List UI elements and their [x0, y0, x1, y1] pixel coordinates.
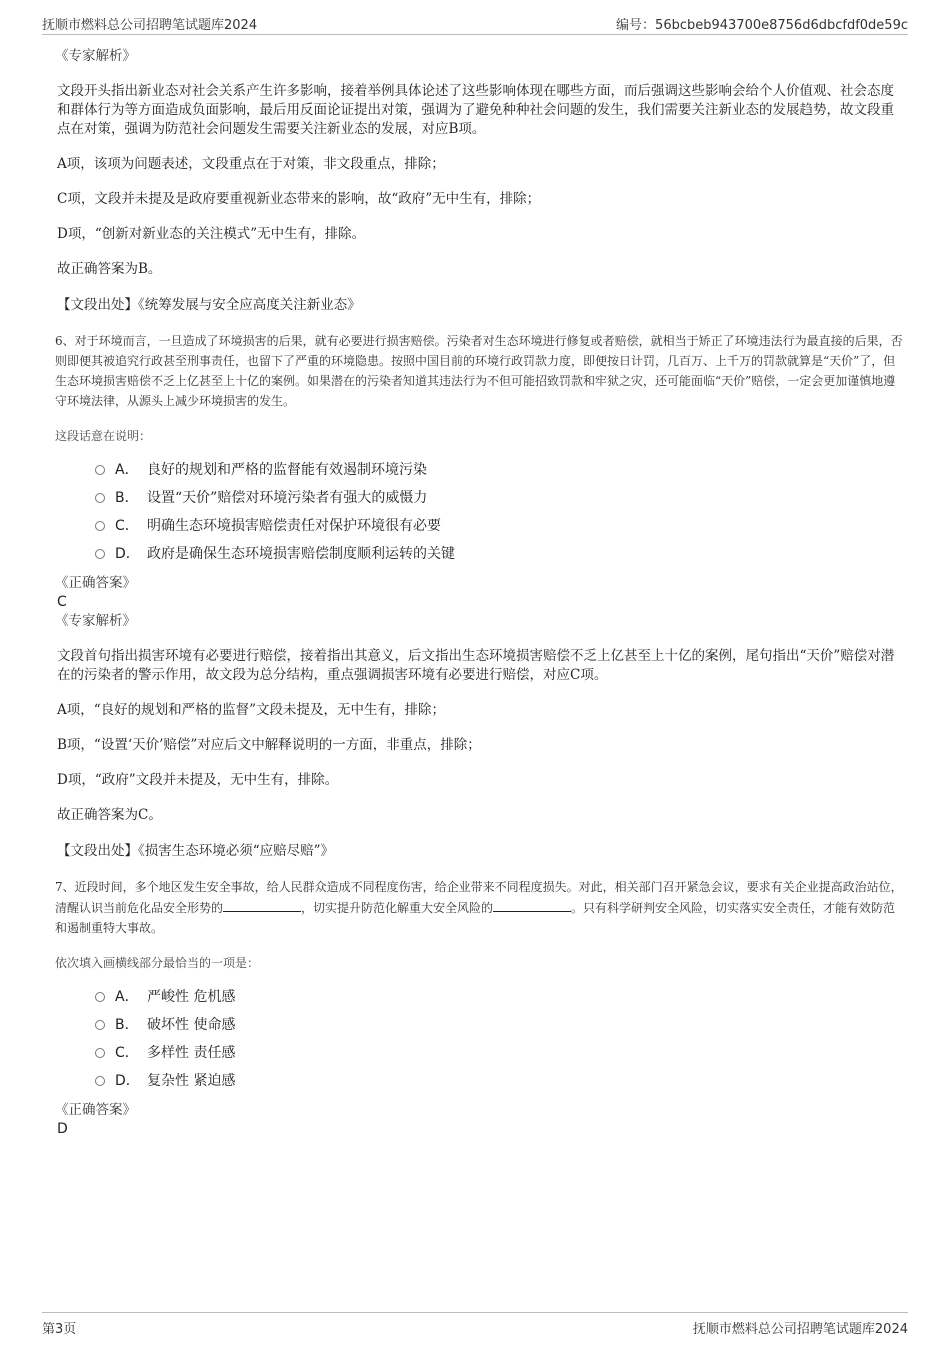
option-b[interactable]: B． 设置“天价”赔偿对环境污染者有强大的威慑力 — [95, 483, 903, 511]
radio-icon[interactable] — [95, 1020, 105, 1030]
expert-analysis-label: 《专家解析》 — [55, 613, 136, 629]
option-c[interactable]: C． 多样性 责任感 — [95, 1038, 903, 1066]
serial-value: 56bcbeb943700e8756d6dbcfdf0de59c — [655, 18, 908, 33]
question-7-stem: 7、近段时间，多个地区发生安全事故，给人民群众造成不同程度伤害，给企业带来不同程度损失。对此，相关部门召开紧急会议，要求有关企业提高政治站位，清醒认识当前危化品安全形势的 ，切实提升防范化解重大安全风险的 。只有科学研判安全风险，切实落实安全责任，才能有效防范和遏制重特大事故。 — [55, 880, 903, 935]
radio-icon[interactable] — [95, 549, 105, 559]
page-number: 第3页 — [42, 1322, 77, 1337]
option-a[interactable]: A． 良好的规划和严格的监督能有效遏制环境污染 — [95, 455, 903, 483]
correct-answer-label: 《正确答案》 — [55, 1102, 136, 1118]
question-6-stem: 6、对于环境而言，一旦造成了环境损害的后果，就有必要进行损害赔偿。污染者对生态环境进行修复或者赔偿，就相当于矫正了环境违法行为最直接的后果，否则即便其被追究行政甚至刑事责任，也留下了严重的环境隐患。按照中国目前的环境行政罚款力度，即便按日计罚，几百万、上千万的罚款就算是“天价”了，但生态环境损害赔偿不乏上亿甚至上十亿的案例。如果潜在的污染者知道其违法行为不但可能招致罚款和牢狱之灾，还可能面临“天价”赔偿，一定会更加谨慎地遵守环境法律，从源头上减少环境损害的发生。 — [55, 334, 903, 408]
analysis-option-c: C项，文段并未提及是政府要重视新业态带来的影响，故“政府”无中生有，排除； — [57, 191, 541, 207]
page-footer — [42, 1312, 908, 1337]
radio-icon[interactable] — [95, 493, 105, 503]
analysis-conclusion: 故正确答案为C。 — [57, 807, 162, 823]
analysis-text: 文段开头指出新业态对社会关系产生许多影响，接着举例具体论述了这些影响体现在哪些方面，而后强调这些影响会给个人价值观、社会态度和群体行为等方面造成负面影响，最后用反面论证提出对策，强调为了避免种种社会问题的发生，我们需要关注新业态的发展趋势，故文段重点在对策，强调为防范社会问题发生需要关注新业态的发展，对应B项。 — [57, 83, 894, 137]
footer-title: 抚顺市燃料总公司招聘笔试题库2024 — [692, 1322, 908, 1337]
serial-label: 编号： — [616, 18, 656, 33]
header-serial — [616, 14, 908, 33]
radio-icon[interactable] — [95, 1048, 105, 1058]
analysis-option-d: D项，“创新对新业态的关注模式”无中生有，排除。 — [57, 226, 366, 242]
question-6-options — [95, 455, 903, 567]
fill-blank-2 — [493, 897, 571, 912]
option-a[interactable]: A． 严峻性 危机感 — [95, 982, 903, 1010]
analysis-conclusion: 故正确答案为B。 — [57, 261, 162, 277]
analysis-option-a: A项，“良好的规划和严格的监督”文段未提及，无中生有，排除； — [57, 702, 446, 718]
option-b[interactable]: B． 破坏性 使命感 — [95, 1010, 903, 1038]
option-d[interactable]: D． 复杂性 紧迫感 — [95, 1066, 903, 1094]
question-7-prompt: 依次填入画横线部分最恰当的一项是： — [55, 956, 260, 970]
fill-blank-1 — [223, 897, 301, 912]
option-c[interactable]: C． 明确生态环境损害赔偿责任对保护环境很有必要 — [95, 511, 903, 539]
page-content — [55, 46, 903, 1138]
correct-answer-label: 《正确答案》 — [55, 575, 136, 591]
radio-icon[interactable] — [95, 521, 105, 531]
analysis-option-b: B项，“设置‘天价’赔偿”对应后文中解释说明的一方面，非重点，排除； — [57, 737, 481, 753]
passage-source: 【文段出处】《统筹发展与安全应高度关注新业态》 — [57, 297, 361, 313]
analysis-option-d: D项，“政府”文段并未提及，无中生有，排除。 — [57, 772, 339, 788]
question-7-options — [95, 982, 903, 1094]
header-title: 抚顺市燃料总公司招聘笔试题库2024 — [42, 18, 258, 33]
analysis-text: 文段首句指出损害环境有必要进行赔偿，接着指出其意义，后文指出生态环境损害赔偿不乏上亿甚至上十亿的案例，尾句指出“天价”赔偿对潜在的污染者的警示作用，故文段为总分结构，重点强调损害环境有必要进行赔偿，对应C项。 — [57, 648, 895, 683]
correct-answer: D — [57, 1121, 68, 1137]
passage-source: 【文段出处】《损害生态环境必须“应赔尽赔”》 — [57, 843, 335, 859]
correct-answer: C — [57, 594, 67, 610]
option-d[interactable]: D． 政府是确保生态环境损害赔偿制度顺利运转的关键 — [95, 539, 903, 567]
radio-icon[interactable] — [95, 992, 105, 1002]
radio-icon[interactable] — [95, 1076, 105, 1086]
question-6-prompt: 这段话意在说明： — [55, 429, 152, 443]
page-header — [42, 10, 908, 35]
analysis-option-a: A项，该项为问题表述，文段重点在于对策，非文段重点，排除； — [57, 156, 445, 172]
radio-icon[interactable] — [95, 465, 105, 475]
expert-analysis-label: 《专家解析》 — [55, 48, 136, 64]
